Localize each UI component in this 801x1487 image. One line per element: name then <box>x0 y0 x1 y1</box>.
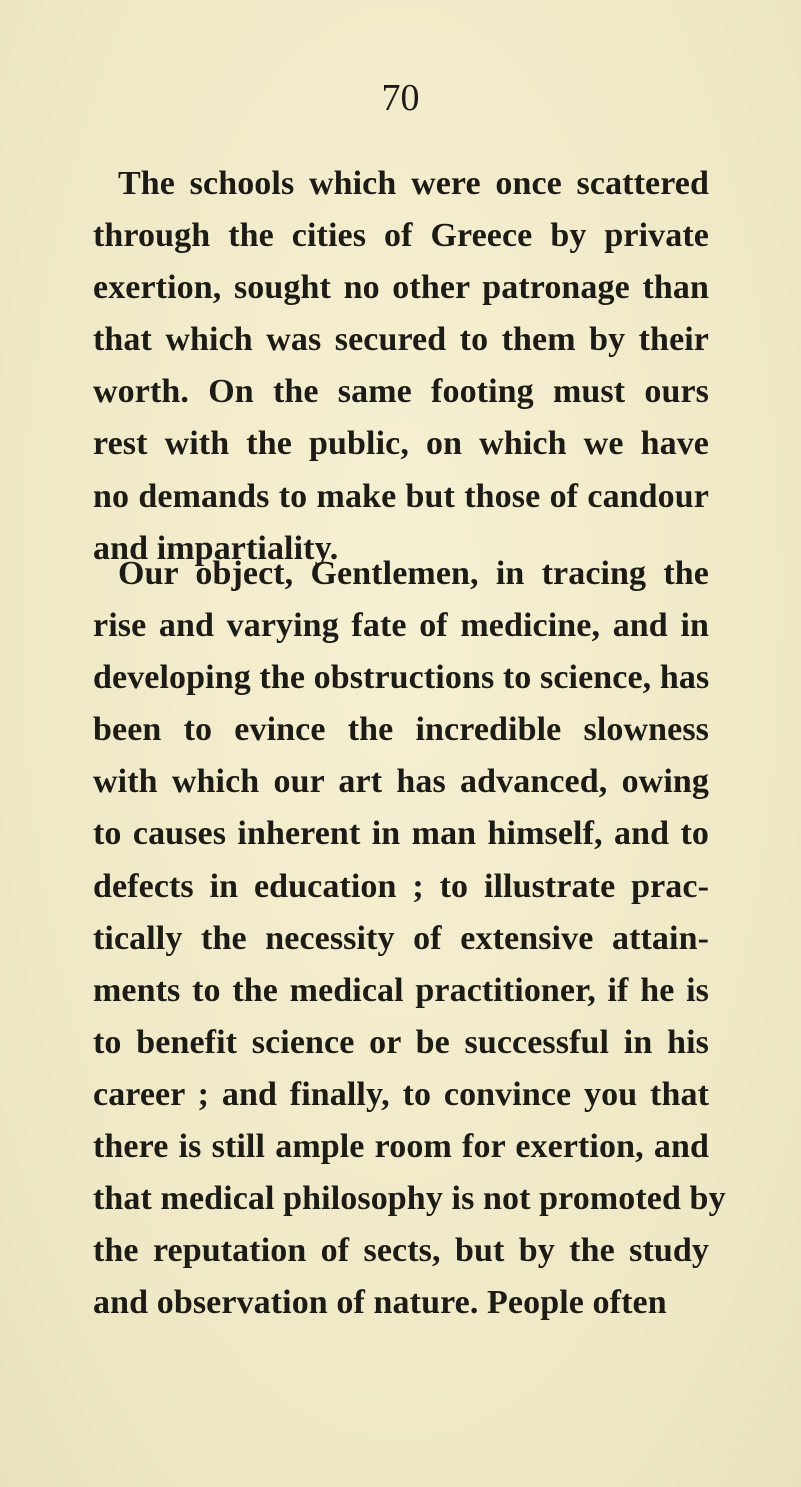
text-line: tically the necessity of extensive attain- <box>93 919 709 957</box>
text-line: The schools which were once scattered <box>118 165 709 202</box>
text-line: ments to the medical practitioner, if he is <box>93 971 709 1009</box>
text-line: that medical philosophy is not promoted by <box>93 1180 726 1218</box>
page-number: 70 <box>381 77 420 119</box>
text-line: career ; and finally, to convince you that <box>93 1075 709 1113</box>
text-line: rest with the public, on which we have <box>93 425 709 463</box>
text-line: worth. On the same footing must ours <box>93 373 709 411</box>
text-line: with which our art has advanced, owing <box>93 763 709 801</box>
text-line: exertion, sought no other patronage than <box>93 269 709 307</box>
text-line: no demands to make but those of candour <box>93 477 709 515</box>
text-line: Our object, Gentlemen, in tracing the <box>118 555 709 592</box>
paragraph-2 <box>93 548 726 1329</box>
text-line: and impartiality. <box>93 529 339 567</box>
text-line: been to evince the incredible slowness <box>93 711 709 749</box>
text-line: developing the obstructions to science, has <box>93 659 710 697</box>
paragraph-1 <box>93 158 709 575</box>
text-line: to benefit science or be successful in his <box>93 1023 709 1061</box>
text-line: the reputation of sects, but by the study <box>93 1232 709 1270</box>
text-line: rise and varying fate of medicine, and in <box>93 607 709 645</box>
text-line: to causes inherent in man himself, and to <box>93 815 709 853</box>
text-line: that which was secured to them by their <box>93 321 709 359</box>
text-line: defects in education ; to illustrate prac- <box>93 867 709 905</box>
text-line: there is still ample room for exertion, and <box>93 1128 709 1166</box>
text-line: through the cities of Greece by private <box>93 217 709 255</box>
text-line: and observation of nature. People often <box>93 1284 667 1322</box>
